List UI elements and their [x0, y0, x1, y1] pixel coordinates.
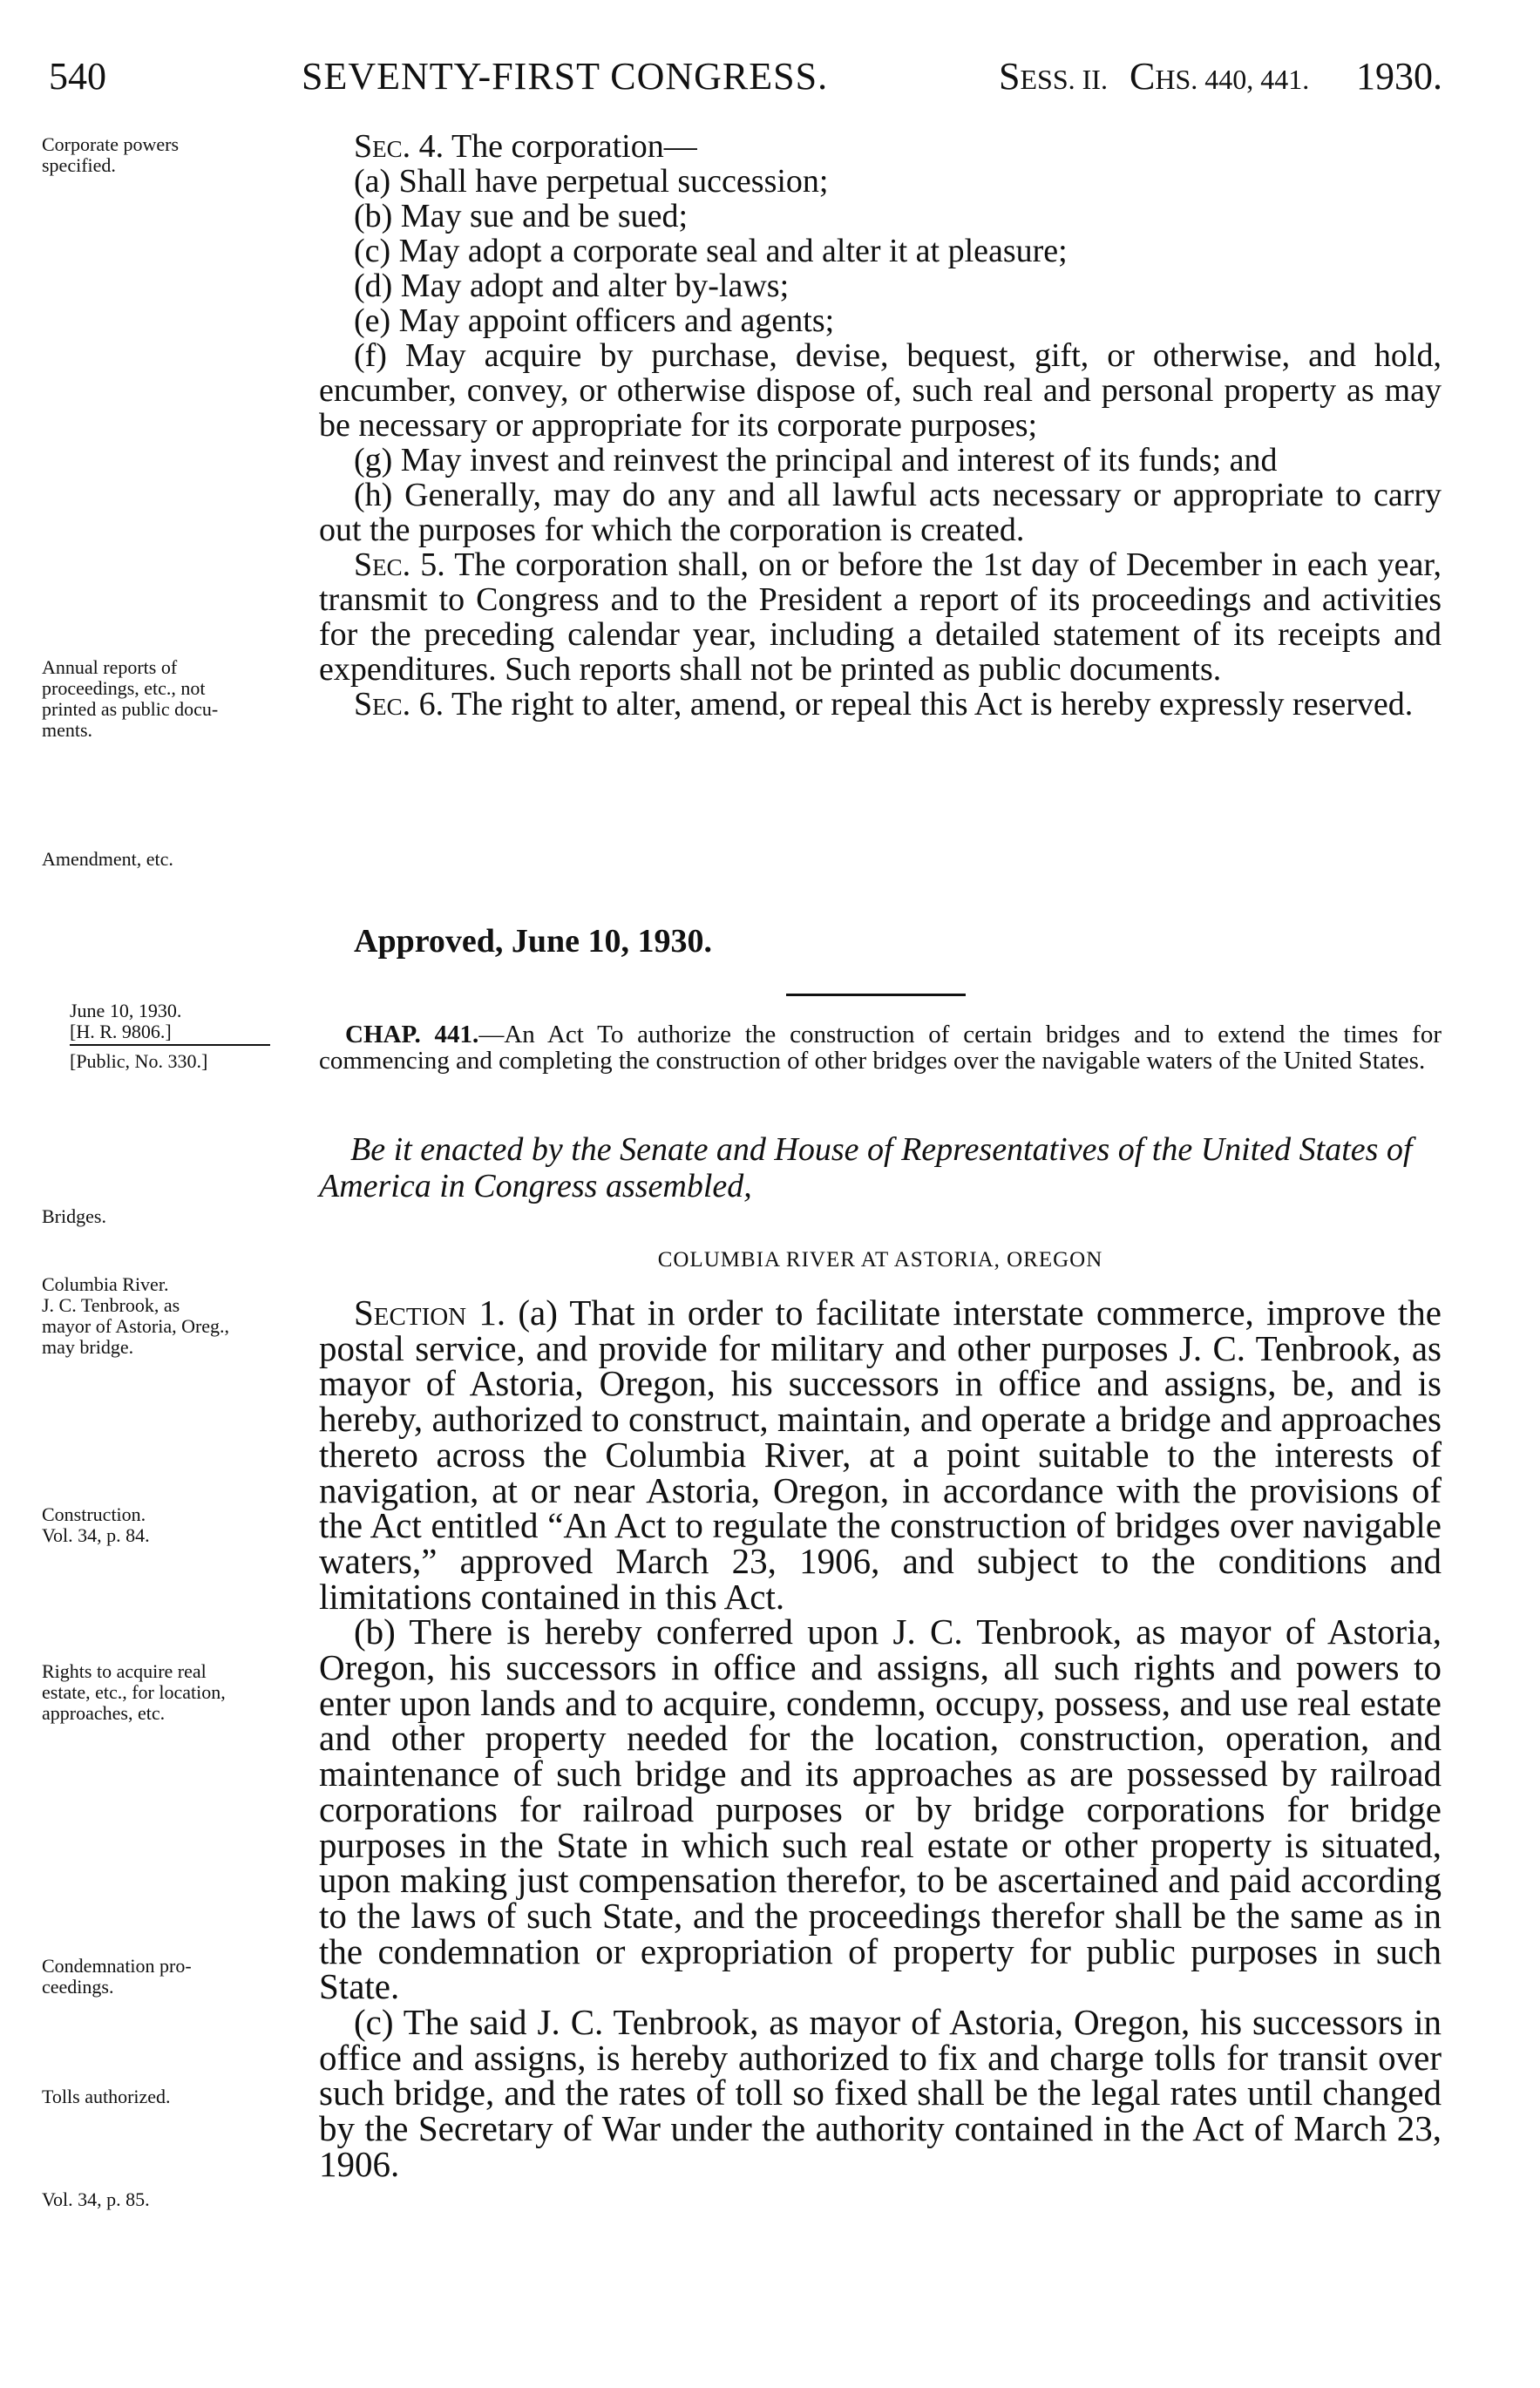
section-4-item: (f) May acquire by purchase, devise, bequest, gift, or otherwise, and hold, encumber, convey, or otherwise dispose of, such real and personal property as may be necessary or appropriate for its corporate purposes;	[319, 337, 1442, 444]
congress-title: SEVENTY-FIRST CONGRESS.	[302, 55, 829, 98]
margin-note-rights-real-estate: Rights to acquire real estate, etc., for location, approaches, etc.	[42, 1660, 226, 1724]
year-label: 1930.	[1356, 55, 1442, 98]
section-4-item: (g) May invest and reinvest the principal and interest of its funds; and	[354, 442, 1278, 478]
section-4-item: (h) Generally, may do any and all lawful acts necessary or appropriate to carry out the purposes for which the corporation is created.	[319, 477, 1442, 548]
section-1-b: (b) There is hereby conferred upon J. C. Tenbrook, as mayor of Astoria, Oregon, his successors in office and assigns, all such rights and powers to enter upon lands and to acquire, condemn, occupy, possess, and use real estate and other property needed for the location, construction, operation, and maintenance of such bridge and its approaches as are possessed by railroad corporations for railroad purposes or by bridge corporations for bridge purposes in the State in which such real estate or other property is situated, upon making just compensation therefor, to be ascertained and paid according to the laws of such State, and the proceedings therefor shall be the same as in the condemnation or expropriation of property for public purposes in such State.	[319, 1611, 1442, 2007]
margin-note-date: June 10, 1930.	[70, 1000, 182, 1021]
section-subheading: COLUMBIA RIVER AT ASTORIA, OREGON	[657, 1248, 1103, 1272]
section-5: Sec. 5. The corporation shall, on or before the 1st day of December in each year, transmit to Congress and to the President a report of its proceedings and activities for the preceding calendar year, including a detailed statement of its receipts and expenditures. Such reports shall not be printed as public documents.	[319, 546, 1442, 688]
margin-note-vol-34-p-85: Vol. 34, p. 85.	[42, 2188, 150, 2210]
section-4-item: (a) Shall have perpetual succession;	[354, 163, 829, 200]
section-4-item: (d) May adopt and alter by-laws;	[354, 268, 790, 304]
chapter-divider	[786, 994, 966, 996]
chapter-440-body	[319, 129, 1442, 722]
enacting-clause: Be it enacted by the Senate and House of Representatives of the United States of America in Congress assembled,	[319, 1131, 1413, 1204]
section-4-item: (e) May appoint officers and agents;	[354, 302, 835, 339]
section-4-item: (b) May sue and be sued;	[354, 198, 689, 234]
margin-note-columbia-river: Columbia River. J. C. Tenbrook, as mayor of Astoria, Oreg., may bridge.	[42, 1273, 230, 1358]
margin-note-condemnation: Condemnation pro- ceedings.	[42, 1955, 192, 1998]
section-1	[319, 1292, 1442, 2184]
chapter-441-title: CHAP. 441.—An Act To authorize the construction of certain bridges and to extend the times for commencing and completing the construction of other bridges over the navigable waters of the United States.	[319, 1021, 1442, 1075]
section-1-c: (c) The said J. C. Tenbrook, as mayor of Astoria, Oregon, his successors in office and assigns, is hereby authorized to fix and charge tolls for transit over such bridge, and the rates of toll so fixed shall be the legal rates until changed by the Secretary of War under the authority contained in the Act of March 23, 1906.	[319, 2002, 1442, 2184]
margin-note-bridges: Bridges.	[42, 1205, 106, 1227]
page-number: 540	[49, 55, 106, 98]
margin-note-tolls: Tolls authorized.	[42, 2086, 171, 2107]
margin-note-construction: Construction. Vol. 34, p. 84.	[42, 1503, 150, 1546]
section-4-intro: Sec. 4. The corporation—	[354, 128, 697, 165]
margin-note-public-number: [Public, No. 330.]	[70, 1050, 208, 1072]
running-head	[49, 54, 1443, 106]
session-label: SESS. II.	[999, 55, 1108, 98]
margin-note-amendment: Amendment, etc.	[42, 848, 173, 870]
approval-date: Approved, June 10, 1930.	[354, 923, 713, 960]
section-4-item: (c) May adopt a corporate seal and alter it at pleasure;	[354, 233, 1068, 269]
chapters-label: CHS. 440, 441.	[1130, 55, 1310, 98]
section-6: Sec. 6. The right to alter, amend, or repeal this Act is hereby expressly reserved.	[354, 686, 1414, 723]
section-1-a: Section 1. (a) That in order to facilitate interstate commerce, improve the postal service, and provide for military and other purposes J. C. Tenbrook, as mayor of Astoria, Oregon, his successors in office and assigns, be, and is hereby, authorized to construct, maintain, and operate a bridge and approaches thereto across the Columbia River, at a point suitable to the interests of navigation, at or near Astoria, Oregon, in accordance with the provisions of the Act entitled “An Act to regulate the construction of bridges over navigable waters,” approved March 23, 1906, and subject to the conditions and limitations contained in this Act.	[319, 1292, 1442, 1617]
margin-note-corporate-powers: Corporate powers specified.	[42, 133, 180, 176]
margin-note-annual-reports: Annual reports of proceedings, etc., not printed as public docu- ments.	[42, 656, 219, 741]
margin-note-bill-number: [H. R. 9806.]	[70, 1021, 270, 1046]
